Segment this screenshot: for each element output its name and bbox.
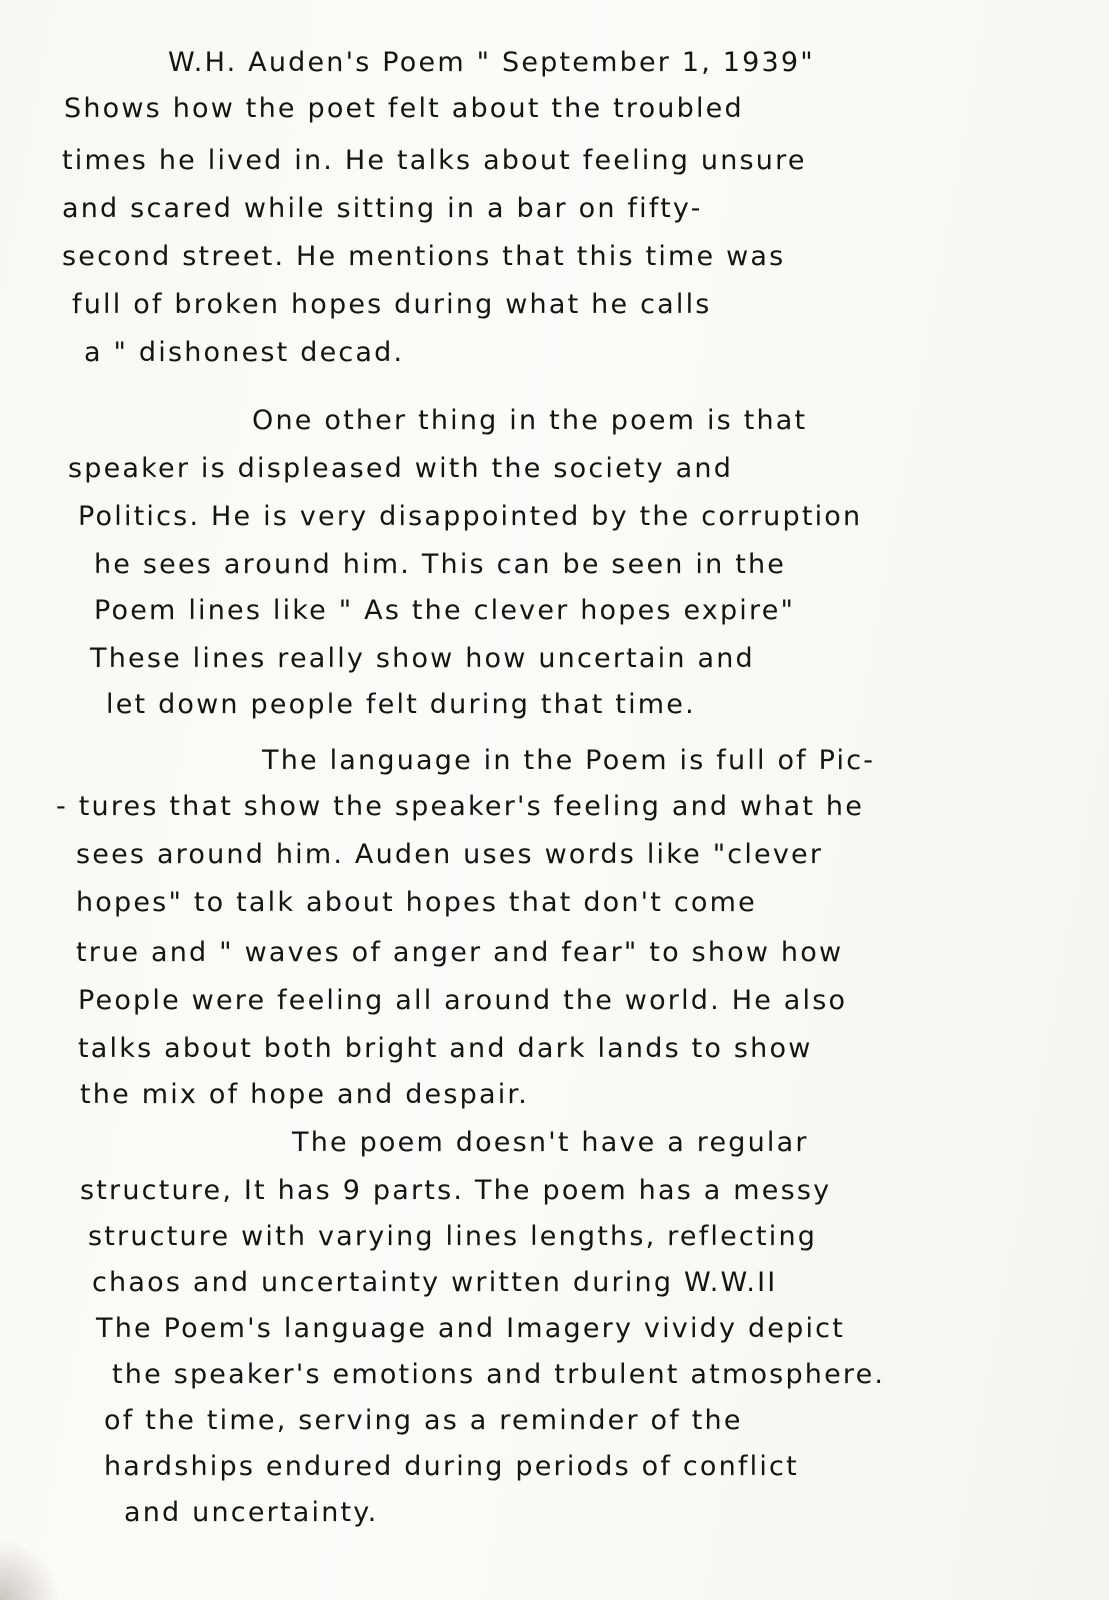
text-line-8: One other thing in the poem is that — [252, 405, 808, 436]
text-line-28: the speaker's emotions and trbulent atmosphere. — [112, 1359, 886, 1390]
text-line-30: hardships endured during periods of conflict — [104, 1451, 799, 1482]
text-line-29: of the time, serving as a reminder of the — [104, 1405, 743, 1436]
text-line-26: chaos and uncertainty written during W.W.II — [92, 1267, 778, 1298]
text-line-17: sees around him. Auden uses words like "clever — [76, 839, 824, 870]
text-line-19: true and " waves of anger and fear" to show how — [76, 937, 844, 968]
text-line-24: structure, It has 9 parts. The poem has a messy — [80, 1175, 832, 1206]
text-line-11: he sees around him. This can be seen in the — [94, 549, 787, 580]
text-line-1: W.H. Auden's Poem " September 1, 1939" — [168, 47, 815, 78]
text-line-15: The language in the Poem is full of Pic- — [262, 745, 876, 776]
text-line-20: People were feeling all around the world. He also — [78, 985, 848, 1016]
text-line-10: Politics. He is very disappointed by the corruption — [78, 501, 863, 532]
text-line-9: speaker is displeased with the society and — [68, 453, 734, 484]
text-line-5: second street. He mentions that this time was — [62, 241, 786, 272]
text-line-7: a " dishonest decad. — [84, 337, 405, 368]
text-line-13: These lines really show how uncertain and — [90, 643, 755, 674]
text-line-12: Poem lines like " As the clever hopes expire" — [94, 595, 796, 626]
text-line-27: The Poem's language and Imagery vividy depict — [96, 1313, 845, 1344]
text-line-23: The poem doesn't have a regular — [292, 1127, 809, 1158]
text-line-31: and uncertainty. — [124, 1497, 379, 1528]
text-line-16: - tures that show the speaker's feeling and what he — [56, 791, 865, 822]
text-line-3: times he lived in. He talks about feeling unsure — [62, 145, 807, 176]
text-line-4: and scared while sitting in a bar on fifty- — [62, 193, 703, 224]
text-line-21: talks about both bright and dark lands to show — [78, 1033, 813, 1064]
text-line-14: let down people felt during that time. — [106, 689, 696, 720]
text-line-2: Shows how the poet felt about the troubled — [64, 93, 744, 124]
text-line-25: structure with varying lines lengths, reflecting — [88, 1221, 818, 1252]
text-line-6: full of broken hopes during what he calls — [72, 289, 712, 320]
text-line-18: hopes" to talk about hopes that don't come — [76, 887, 757, 918]
text-line-22: the mix of hope and despair. — [80, 1079, 530, 1110]
page-corner-shadow — [0, 1540, 60, 1600]
